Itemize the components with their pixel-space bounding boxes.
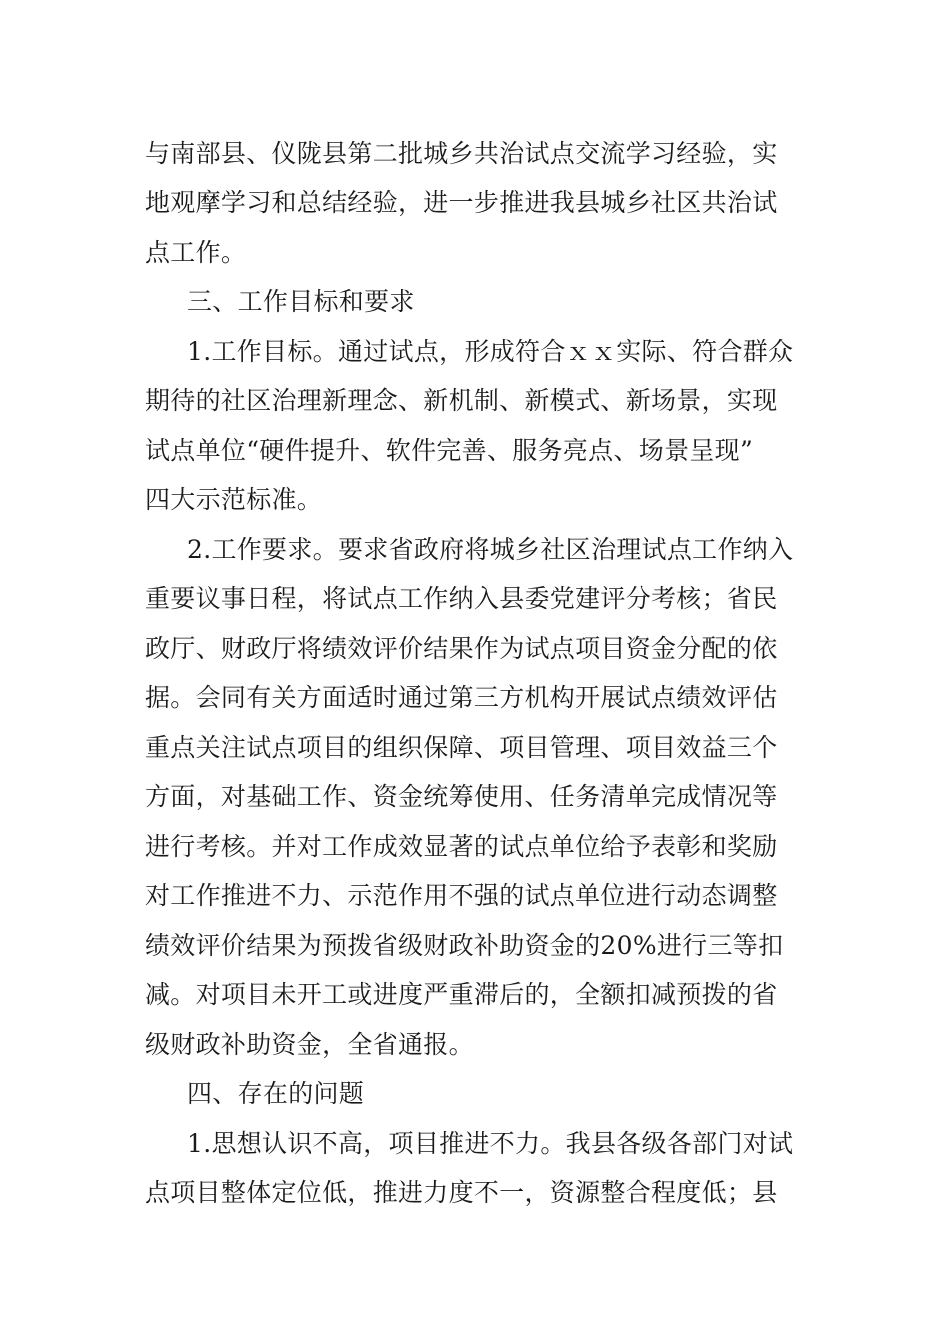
body-text-line: 政厅、财政厅将绩效评价结果作为试点项目资金分配的依 <box>145 634 778 663</box>
section-heading: 四、存在的问题 <box>187 1079 365 1108</box>
body-text-line: 据。会同有关方面适时通过第三方机构开展试点绩效评估 <box>145 683 778 712</box>
body-text-line: 级财政补助资金，全省通报。 <box>145 1030 474 1059</box>
body-text-line: 对工作推进不力、示范作用不强的试点单位进行动态调整 <box>145 881 778 910</box>
body-text-line: 1.工作目标。通过试点，形成符合ｘｘ实际、符合群众 <box>187 337 794 366</box>
body-text-line: 减。对项目未开工或进度严重滞后的，全额扣减预拨的省 <box>145 980 778 1009</box>
body-text-line: 点项目整体定位低，推进力度不一，资源整合程度低；县 <box>145 1178 778 1207</box>
body-text-line: 四大示范标准。 <box>145 485 323 514</box>
body-text-line: 期待的社区治理新理念、新机制、新模式、新场景，实现 <box>145 386 778 415</box>
body-text-line: 2.工作要求。要求省政府将城乡社区治理试点工作纳入 <box>187 535 794 564</box>
body-text-line: 点工作。 <box>145 238 247 267</box>
body-text-line: 绩效评价结果为预拨省级财政补助资金的20%进行三等扣 <box>145 931 784 960</box>
body-text-line: 进行考核。并对工作成效显著的试点单位给予表彰和奖励 <box>145 832 778 861</box>
body-text-line: 与南部县、仪陇县第二批城乡共治试点交流学习经验，实 <box>145 139 778 168</box>
body-text-line: 重点关注试点项目的组织保障、项目管理、项目效益三个 <box>145 733 778 762</box>
body-text-line: 地观摩学习和总结经验，进一步推进我县城乡社区共治试 <box>145 188 778 217</box>
body-text-line: 1.思想认识不高，项目推进不力。我县各级各部门对试 <box>187 1129 794 1158</box>
section-heading: 三、工作目标和要求 <box>187 287 415 316</box>
body-text-line: 重要议事日程，将试点工作纳入县委党建评分考核；省民 <box>145 584 778 613</box>
body-text-line: 试点单位“硬件提升、软件完善、服务亮点、场景呈现” <box>145 436 754 465</box>
body-text-line: 方面，对基础工作、资金统筹使用、任务清单完成情况等 <box>145 782 778 811</box>
